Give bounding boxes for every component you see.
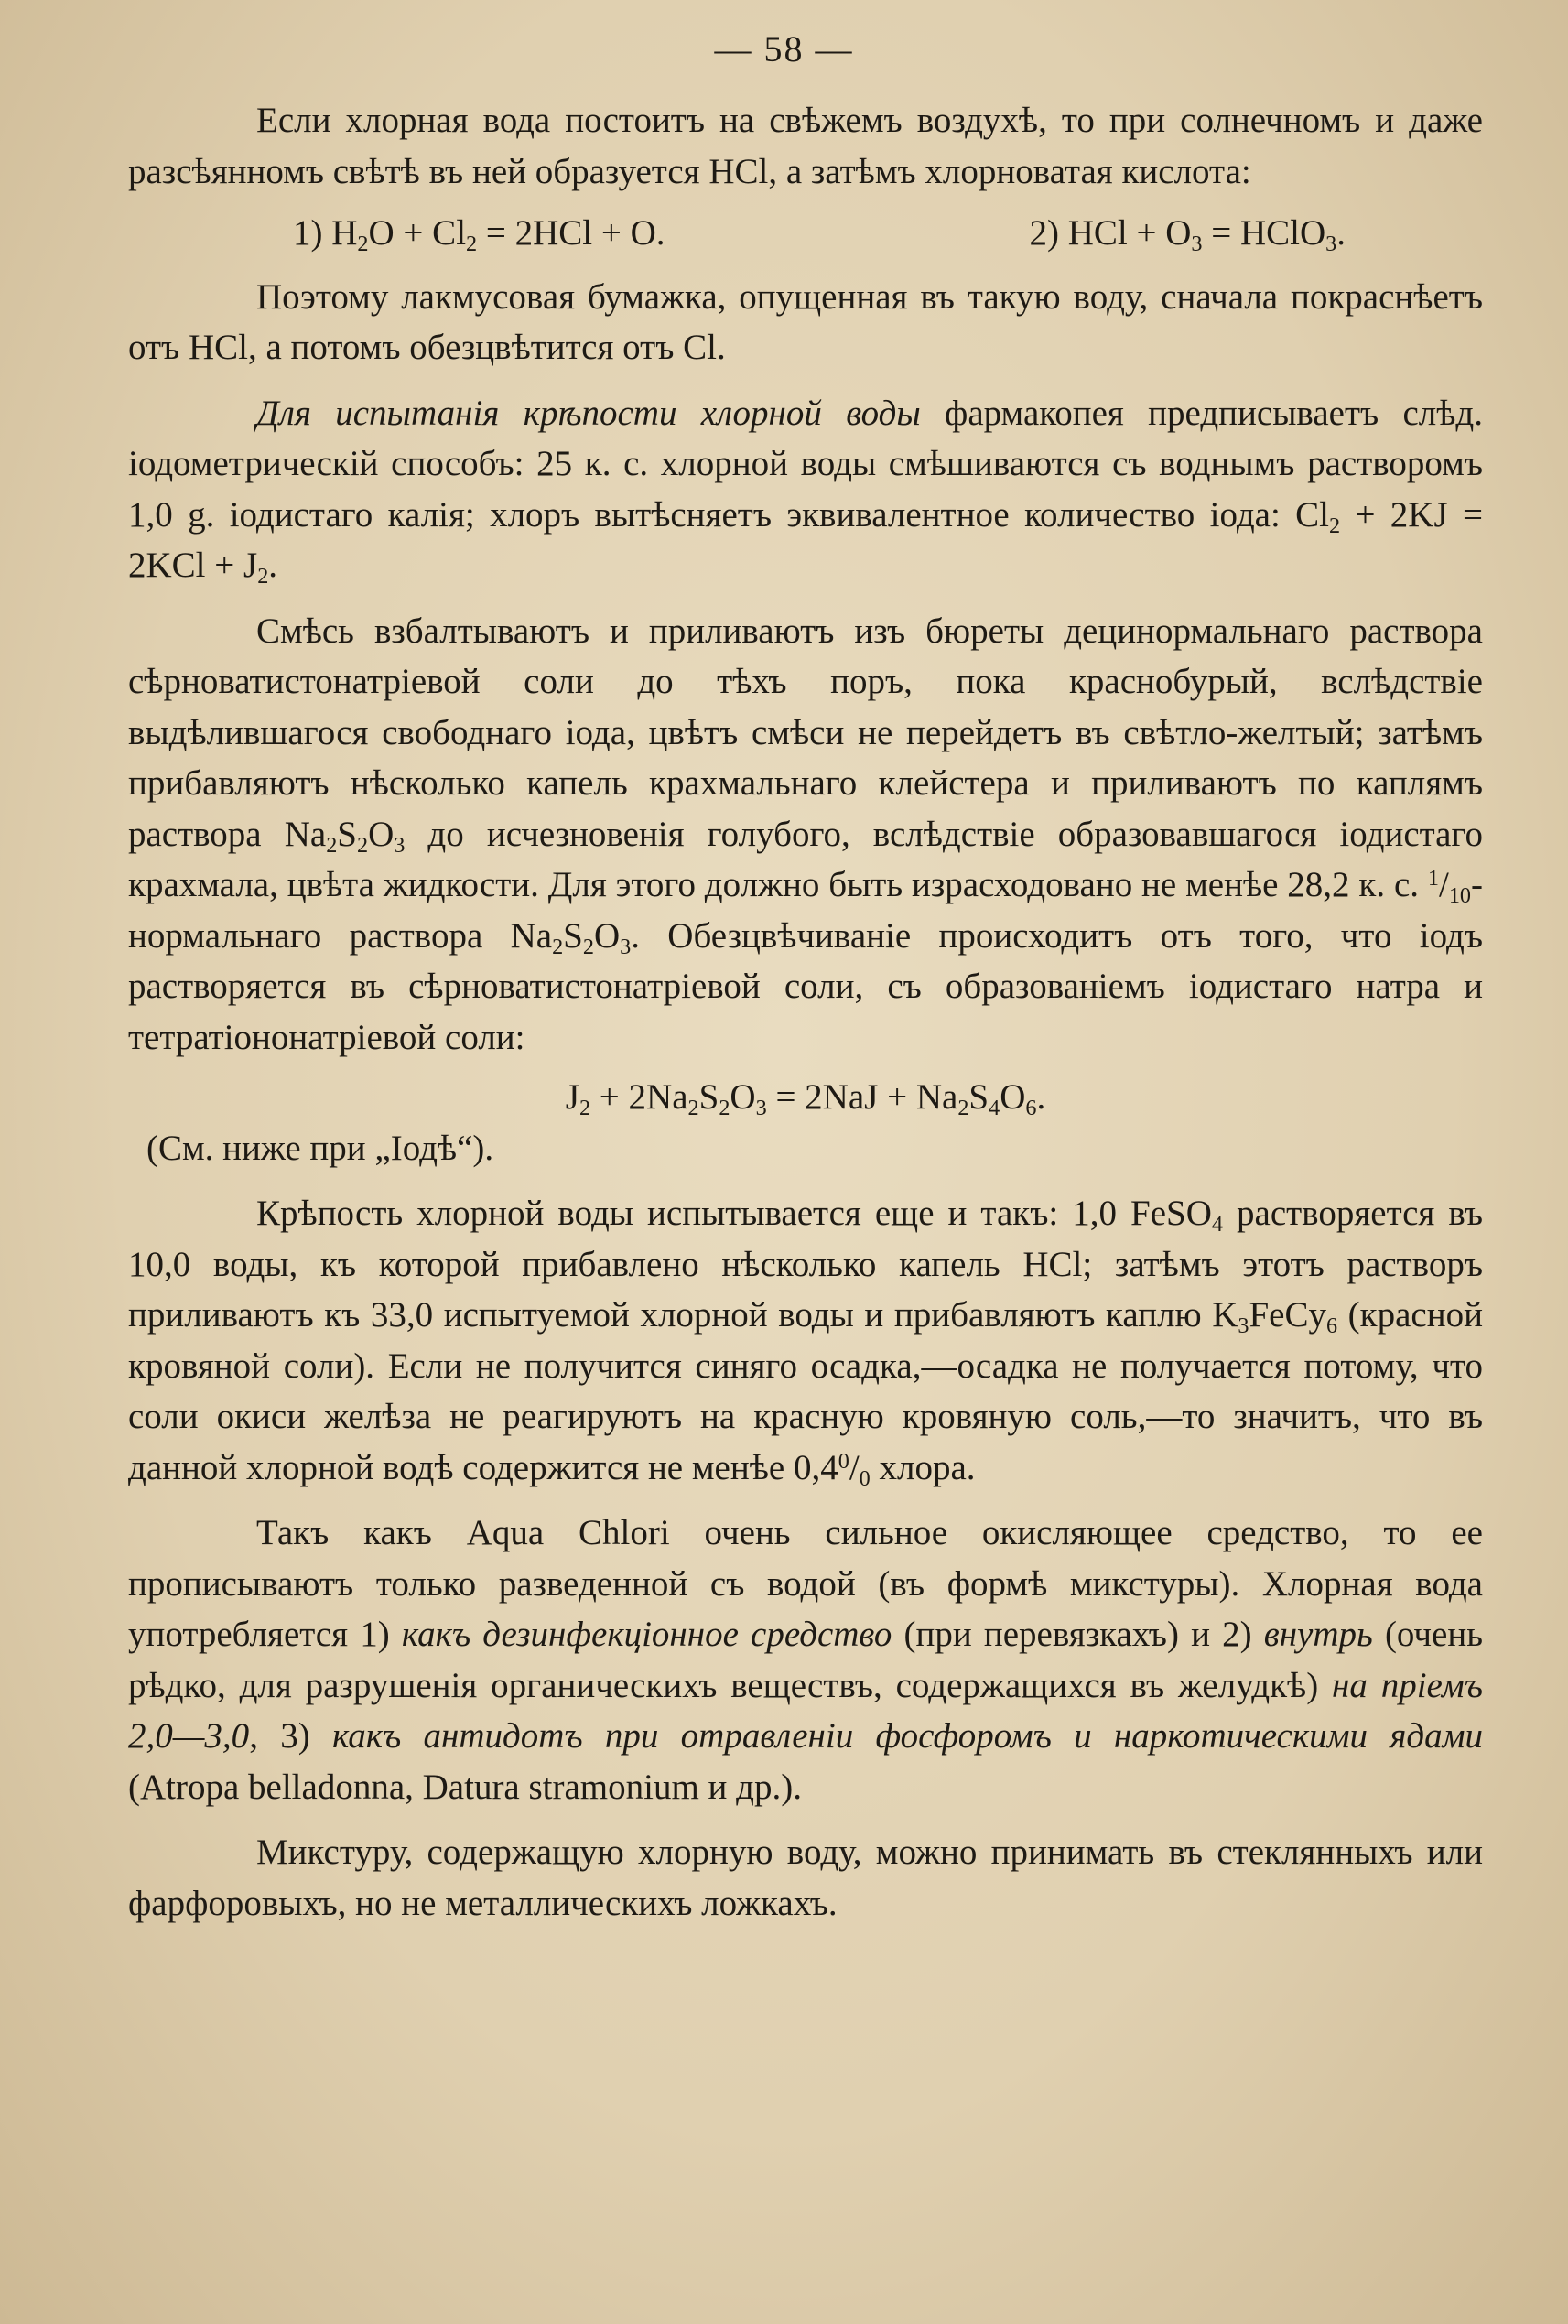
paragraph-iodometric-test: Для испытанія крѣпости хлорной воды фармакопея предписываетъ слѣд. іодометрическій способъ: 25 к. с. хлорной воды смѣшиваются съ воднымъ растворомъ 1,0 g. іодистаго калія; хлоръ вытѣсняетъ эквивалентное количество іода: $Cl_2 + 2KJ = 2KCl + J_2$. — [128, 393, 1483, 589]
paragraph-see-iodine: (См. ниже при „Іодѣ“). — [146, 1128, 494, 1168]
formula-1: 1) $H_2O + Cl_2 = 2HCl + O$. — [293, 213, 665, 256]
paragraph-litmus: Поэтому лакмусовая бумажка, опущенная въ такую воду, сначала покраснѣетъ отъ HCl, а потомъ обезцвѣтится отъ Cl. — [128, 276, 1483, 367]
paragraph-iron-test: Крѣпость хлорной воды испытывается еще и такъ: 1,0 FeSO$_4$ растворяется въ 10,0 воды, къ которой прибавлено нѣсколько капель HCl; затѣмъ этотъ растворъ приливаютъ къ 33,0 испытуемой хлорной воды и прибавляютъ каплю $K_3FeCy_6$ (красной кровяной соли). Если не получится синяго осадка,—осадка не получается потому, что соли окиси желѣза не реагируютъ на красную кровяную соль,—то значитъ, что въ данной хлорной водѣ содержится не менѣе $0,4^0/_0$ хлора. — [128, 1194, 1483, 1491]
reaction-formulas — [128, 208, 1483, 259]
italic-heading: Для испытанія крѣпости хлорной воды — [256, 393, 921, 433]
paragraph-titration: Смѣсь взбалтываютъ и приливаютъ изъ бюреты децинормальнаго раствора сѣрноватистонатріевой соли до тѣхъ поръ, пока краснобурый, вслѣдствіе выдѣлившагося свободнаго іода, цвѣтъ смѣси не перейдетъ въ свѣтло-желтый; затѣмъ прибавляютъ нѣсколько капель крахмальнаго клейстера и приливаютъ по каплямъ раствора $Na_2S_2O_3$ до исчезновенія голубого, вслѣдствіе образовавшагося іодистаго крахмала, цвѣта жидкости. Для этого должно быть израсходовано не менѣе 28,2 к. с. $^1/_{10}$-нормальнаго раствора $Na_2S_2O_3$. Обезцвѣчиваніе происходитъ отъ того, что іодъ растворяется въ сѣрноватистонатріевой соли, съ образованіемъ іодистаго натра и тетратіононатріевой соли: — [128, 611, 1484, 1057]
paragraph-chlorine-water-light: Если хлорная вода постоитъ на свѣжемъ воздухѣ, то при солнечномъ и даже разсѣянномъ свѣтѣ въ ней образуется HCl, а затѣмъ хлорноватая кислота: — [128, 101, 1483, 191]
page-body — [128, 95, 1483, 1929]
formula-2: 2) HCl + $O_3$ = HClO$_3$. — [1029, 213, 1346, 256]
formula-thiosulfate: $J_2 + 2Na_2S_2O_3 = 2NaJ + Na_2S_4O_6$. — [565, 1077, 1046, 1120]
paragraph-usage: Такъ какъ Aqua Chlori очень сильное окисляющее средство, то ее прописываютъ только разведенной съ водой (въ формѣ микстуры). Хлорная вода употребляется 1) какъ дезинфекціонное средство (при перевязкахъ) и 2) внутрь (очень рѣдко, для разрушенія органическихъ веществъ, содержащихся въ желудкѣ) на пріемъ 2,0—3,0, 3) какъ антидотъ при отравленіи фосфоромъ и наркотическими ядами (Atropa belladonna, Datura stramonium и др.). — [128, 1513, 1483, 1807]
page-number: — 58 — — [714, 28, 854, 70]
paragraph-mixture: Микстуру, содержащую хлорную воду, можно принимать въ стеклянныхъ или фарфоровыхъ, но не металлическихъ ложкахъ. — [128, 1832, 1483, 1923]
